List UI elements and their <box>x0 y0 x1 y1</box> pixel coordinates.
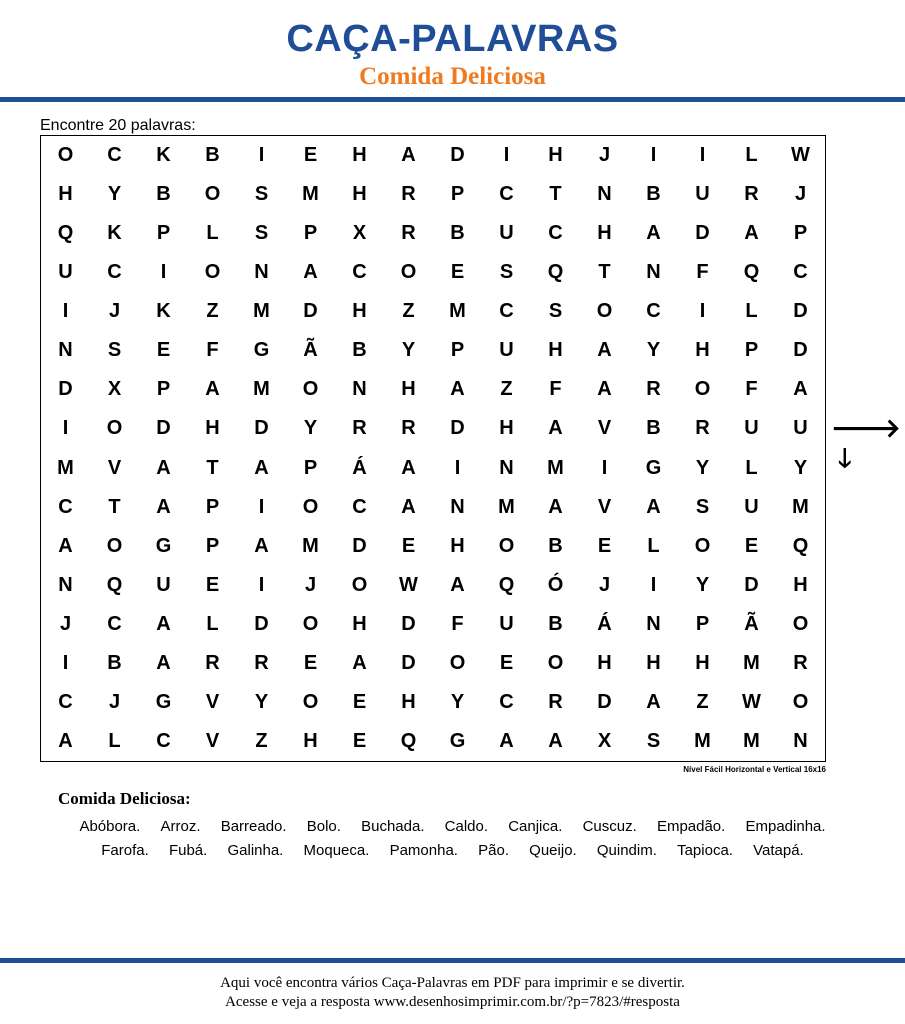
grid-letter: P <box>156 222 171 245</box>
word-list-item: Bolo. <box>306 818 341 835</box>
grid-letter: D <box>303 300 318 323</box>
grid-letter: B <box>548 534 563 557</box>
grid-letter: I <box>650 144 657 167</box>
grid-letter: V <box>597 495 612 518</box>
word-list-item: Abóbora. <box>79 818 141 835</box>
grid-letter: G <box>449 729 466 752</box>
grid-letter: U <box>156 573 171 596</box>
grid-letter: P <box>450 339 465 362</box>
grid-letter: R <box>744 183 759 206</box>
grid-letter: Á <box>597 612 612 635</box>
word-list-item: Empadão. <box>656 818 726 835</box>
grid-letter: R <box>401 222 416 245</box>
grid-letter: W <box>742 690 761 713</box>
grid-letter: A <box>450 573 465 596</box>
grid-letter: G <box>155 690 172 713</box>
grid-letter: C <box>352 495 367 518</box>
grid-letter: Q <box>57 222 74 245</box>
grid-letter: V <box>205 690 220 713</box>
grid-letter: O <box>694 534 711 557</box>
grid-letter: M <box>694 729 711 752</box>
grid-letter: Z <box>402 300 415 323</box>
grid-letter: A <box>58 534 73 557</box>
grid-letter: C <box>107 612 122 635</box>
grid-letter: O <box>57 144 74 167</box>
grid-letter: C <box>107 261 122 284</box>
grid-letter: H <box>548 144 563 167</box>
grid-letter: P <box>205 534 220 557</box>
grid-letter: T <box>108 495 121 518</box>
grid-letter: N <box>58 339 73 362</box>
grid-letter: D <box>744 573 759 596</box>
word-list-item: Canjica. <box>508 818 563 835</box>
word-list-item: Caldo. <box>444 818 489 835</box>
grid-letter: E <box>744 534 759 557</box>
grid-letter: O <box>204 183 221 206</box>
grid-letter: Z <box>255 729 268 752</box>
grid-letter: P <box>303 456 318 479</box>
grid-letter: M <box>547 456 564 479</box>
grid-letter: Q <box>547 261 564 284</box>
grid-letter: Y <box>695 456 710 479</box>
grid-letter: X <box>597 729 612 752</box>
grid-cells <box>41 136 825 761</box>
grid-letter: Z <box>206 300 219 323</box>
grid-letter: B <box>646 417 661 440</box>
grid-letter: A <box>646 690 661 713</box>
word-list-item: Cuscuz. <box>582 818 637 835</box>
grid-letter: X <box>352 222 367 245</box>
grid-letter: D <box>793 300 808 323</box>
word-list-item: Queijo. <box>529 842 577 859</box>
grid-letter: D <box>450 417 465 440</box>
grid-letter: B <box>156 183 171 206</box>
grid-letter: H <box>450 534 465 557</box>
grid-letter: O <box>302 612 319 635</box>
grid-letter: Y <box>254 690 269 713</box>
grid-letter: D <box>254 612 269 635</box>
grid-letter: O <box>204 261 221 284</box>
grid-letter: N <box>254 261 269 284</box>
grid-letter: B <box>107 651 122 674</box>
grid-letter: F <box>451 612 464 635</box>
grid-letter: Q <box>743 261 760 284</box>
page-subtitle: Comida Deliciosa <box>359 63 546 90</box>
grid-letter: O <box>596 300 613 323</box>
grid-letter: V <box>597 417 612 440</box>
grid-letter: D <box>352 534 367 557</box>
grid-letter: A <box>793 378 808 401</box>
grid-letter: R <box>793 651 808 674</box>
grid-letter: A <box>254 456 269 479</box>
word-list-item: Vatapá. <box>753 842 804 859</box>
grid-letter: Á <box>352 456 367 479</box>
grid-letter: F <box>696 261 709 284</box>
grid-letter: V <box>205 729 220 752</box>
grid-letter: M <box>302 183 319 206</box>
grid-letter: Q <box>106 573 123 596</box>
grid-letter: U <box>58 261 73 284</box>
grid-letter: W <box>399 573 418 596</box>
grid-letter: U <box>499 339 514 362</box>
grid-letter: Y <box>793 456 808 479</box>
grid-letter: H <box>352 183 367 206</box>
grid-letter: H <box>352 300 367 323</box>
grid-letter: R <box>352 417 367 440</box>
grid-letter: A <box>58 729 73 752</box>
grid-letter: H <box>646 651 661 674</box>
word-list-item: Fubá. <box>168 842 208 859</box>
word-list-title: Comida Deliciosa: <box>58 789 191 808</box>
grid-letter: U <box>499 612 514 635</box>
grid-letter: D <box>793 339 808 362</box>
grid-letter: A <box>744 222 759 245</box>
grid-letter: E <box>205 573 220 596</box>
grid-letter: K <box>156 144 171 167</box>
grid-letter: M <box>743 729 760 752</box>
grid-letter: H <box>352 612 367 635</box>
grid-letter: E <box>156 339 171 362</box>
grid-letter: C <box>499 300 514 323</box>
grid-letter: I <box>699 144 706 167</box>
grid-letter: D <box>401 651 416 674</box>
grid-letter: Y <box>695 573 710 596</box>
grid-letter: A <box>548 495 563 518</box>
grid-letter: Y <box>303 417 318 440</box>
grid-letter: J <box>108 300 121 323</box>
word-list-item: Galinha. <box>227 842 284 859</box>
grid-letter: P <box>156 378 171 401</box>
grid-letter: U <box>744 417 759 440</box>
word-list-item: Pamonha. <box>389 842 458 859</box>
grid-letter: D <box>401 612 416 635</box>
grid-letter: I <box>62 300 69 323</box>
grid-letter: B <box>205 144 220 167</box>
grid-letter: H <box>695 651 710 674</box>
grid-letter: L <box>745 456 758 479</box>
grid-letter: S <box>107 339 122 362</box>
grid-letter: H <box>597 222 612 245</box>
grid-letter: N <box>793 729 808 752</box>
grid-letter: Q <box>400 729 417 752</box>
grid-letter: Ó <box>547 573 564 596</box>
word-list-item: Tapioca. <box>677 842 733 859</box>
difficulty-label: Nível Fácil Horizontal e Vertical 16x16 <box>683 765 826 774</box>
grid-letter: J <box>108 690 121 713</box>
grid-letter: D <box>450 144 465 167</box>
grid-letter: L <box>206 612 219 635</box>
grid-letter: A <box>352 651 367 674</box>
grid-letter: E <box>352 729 367 752</box>
grid-letter: L <box>647 534 660 557</box>
grid-letter: N <box>499 456 514 479</box>
grid-letter: I <box>650 573 657 596</box>
grid-letter: F <box>745 378 758 401</box>
grid-letter: O <box>351 573 368 596</box>
grid-letter: A <box>205 378 220 401</box>
grid-letter: A <box>646 495 661 518</box>
grid-letter: S <box>254 183 269 206</box>
grid-letter: M <box>449 300 466 323</box>
grid-letter: N <box>597 183 612 206</box>
grid-letter: N <box>646 612 661 635</box>
grid-letter: H <box>695 339 710 362</box>
grid-letter: J <box>59 612 72 635</box>
page-title: CAÇA-PALAVRAS <box>286 18 619 60</box>
grid-letter: A <box>597 339 612 362</box>
grid-letter: A <box>401 144 416 167</box>
grid-letter: P <box>793 222 808 245</box>
grid-letter: M <box>57 456 74 479</box>
grid-letter: R <box>254 651 269 674</box>
grid-letter: O <box>449 651 466 674</box>
grid-letter: J <box>794 183 807 206</box>
grid-letter: I <box>503 144 510 167</box>
grid-letter: D <box>695 222 710 245</box>
grid-letter: K <box>156 300 171 323</box>
grid-letter: S <box>548 300 563 323</box>
grid-letter: L <box>745 300 758 323</box>
footer-line-2: Acesse e veja a resposta www.desenhosimprimir.com.br/?p=7823/#resposta <box>225 994 680 1010</box>
grid-letter: P <box>450 183 465 206</box>
grid-letter: M <box>792 495 809 518</box>
grid-letter: P <box>744 339 759 362</box>
grid-letter: I <box>160 261 167 284</box>
grid-letter: G <box>645 456 662 479</box>
grid-letter: O <box>792 612 809 635</box>
grid-letter: T <box>549 183 562 206</box>
grid-letter: P <box>303 222 318 245</box>
grid-letter: C <box>156 729 171 752</box>
grid-letter: C <box>352 261 367 284</box>
grid-letter: X <box>107 378 122 401</box>
grid-letter: T <box>206 456 219 479</box>
grid-letter: D <box>254 417 269 440</box>
grid-letter: E <box>450 261 465 284</box>
grid-letter: C <box>499 183 514 206</box>
word-list-item: Moqueca. <box>303 842 370 859</box>
word-list-item: Barreado. <box>220 818 287 835</box>
grid-letter: T <box>598 261 611 284</box>
grid-letter: A <box>156 456 171 479</box>
grid-letter: N <box>352 378 367 401</box>
grid-letter: R <box>205 651 220 674</box>
grid-letter: H <box>352 144 367 167</box>
grid-letter: C <box>58 495 73 518</box>
grid-letter: A <box>450 378 465 401</box>
grid-letter: E <box>597 534 612 557</box>
grid-letter: R <box>401 417 416 440</box>
grid-letter: A <box>156 612 171 635</box>
grid-letter: L <box>745 144 758 167</box>
grid-letter: F <box>206 339 219 362</box>
grid-letter: B <box>450 222 465 245</box>
top-divider <box>0 97 905 102</box>
grid-letter: G <box>253 339 270 362</box>
footer <box>0 974 905 1012</box>
word-list-item: Farofa. <box>101 842 149 859</box>
grid-letter: O <box>106 534 123 557</box>
grid-letter: G <box>155 534 172 557</box>
grid-letter: A <box>156 651 171 674</box>
grid-letter: O <box>400 261 417 284</box>
grid-letter: R <box>695 417 710 440</box>
grid-letter: A <box>597 378 612 401</box>
grid-letter: N <box>646 261 661 284</box>
grid-letter: A <box>646 222 661 245</box>
grid-letter: P <box>205 495 220 518</box>
word-list-item: Arroz. <box>160 818 201 835</box>
grid-letter: N <box>58 573 73 596</box>
grid-letter: C <box>58 690 73 713</box>
grid-letter: L <box>206 222 219 245</box>
grid-letter: H <box>205 417 220 440</box>
grid-letter: H <box>401 378 416 401</box>
grid-letter: U <box>695 183 710 206</box>
grid-letter: M <box>498 495 515 518</box>
grid-letter: E <box>499 651 514 674</box>
grid-letter: D <box>58 378 73 401</box>
grid-letter: L <box>108 729 121 752</box>
grid-letter: S <box>499 261 514 284</box>
grid-letter: D <box>597 690 612 713</box>
grid-letter: U <box>793 417 808 440</box>
grid-letter: A <box>156 495 171 518</box>
grid-letter: Q <box>792 534 809 557</box>
word-list-item: Pão. <box>478 842 509 859</box>
grid-letter: O <box>547 651 564 674</box>
grid-letter: O <box>694 378 711 401</box>
grid-letter: F <box>549 378 562 401</box>
grid-letter: C <box>499 690 514 713</box>
grid-letter: C <box>548 222 563 245</box>
grid-letter: Ã <box>303 339 318 362</box>
grid-letter: E <box>352 690 367 713</box>
grid-letter: I <box>454 456 461 479</box>
grid-letter: J <box>304 573 317 596</box>
grid-letter: W <box>791 144 810 167</box>
arrow-right-icon: 🡒 <box>831 414 901 444</box>
grid-letter: O <box>106 417 123 440</box>
grid-letter: S <box>646 729 661 752</box>
grid-letter: Z <box>500 378 513 401</box>
grid-letter: O <box>498 534 515 557</box>
grid-letter: H <box>303 729 318 752</box>
word-list <box>60 815 845 863</box>
grid-letter: N <box>450 495 465 518</box>
grid-letter: K <box>107 222 122 245</box>
arrow-down-icon: 🡓 <box>838 444 852 474</box>
grid-letter: I <box>258 144 265 167</box>
grid-letter: R <box>401 183 416 206</box>
grid-letter: E <box>303 144 318 167</box>
grid-letter: E <box>303 651 318 674</box>
grid-letter: S <box>695 495 710 518</box>
grid-letter: J <box>598 144 611 167</box>
grid-letter: S <box>254 222 269 245</box>
grid-letter: A <box>548 417 563 440</box>
grid-letter: C <box>793 261 808 284</box>
grid-letter: I <box>699 300 706 323</box>
grid-letter: R <box>548 690 563 713</box>
word-list-item: Empadinha. <box>745 818 826 835</box>
grid-letter: B <box>352 339 367 362</box>
grid-letter: I <box>258 573 265 596</box>
grid-letter: P <box>695 612 710 635</box>
grid-letter: Z <box>696 690 709 713</box>
grid-letter: I <box>62 651 69 674</box>
grid-letter: Q <box>498 573 515 596</box>
grid-letter: A <box>401 456 416 479</box>
grid-letter: M <box>253 300 270 323</box>
grid-letter: R <box>646 378 661 401</box>
grid-letter: Ã <box>744 612 759 635</box>
grid-letter: M <box>743 651 760 674</box>
grid-letter: A <box>401 495 416 518</box>
grid-letter: Y <box>450 690 465 713</box>
grid-letter: H <box>401 690 416 713</box>
grid-letter: H <box>58 183 73 206</box>
grid-letter: V <box>107 456 122 479</box>
grid-letter: U <box>499 222 514 245</box>
instruction-text: Encontre 20 palavras: <box>40 117 196 134</box>
grid-letter: H <box>548 339 563 362</box>
grid-letter: H <box>597 651 612 674</box>
grid-letter: Y <box>401 339 416 362</box>
grid-letter: B <box>548 612 563 635</box>
footer-line-1: Aqui você encontra vários Caça-Palavras em PDF para imprimir e se divertir. <box>220 975 685 991</box>
grid-letter: A <box>499 729 514 752</box>
grid-letter: A <box>254 534 269 557</box>
grid-letter: O <box>302 690 319 713</box>
word-search-grid <box>40 135 826 762</box>
word-list-item: Quindim. <box>596 842 657 859</box>
grid-letter: D <box>156 417 171 440</box>
word-list-item: Buchada. <box>361 818 425 835</box>
grid-letter: B <box>646 183 661 206</box>
grid-letter: C <box>107 144 122 167</box>
grid-letter: Y <box>646 339 661 362</box>
grid-letter: I <box>601 456 608 479</box>
grid-letter: E <box>401 534 416 557</box>
grid-letter: M <box>253 378 270 401</box>
grid-letter: H <box>499 417 514 440</box>
grid-letter: O <box>302 495 319 518</box>
grid-letter: I <box>258 495 265 518</box>
grid-letter: C <box>646 300 661 323</box>
grid-letter: H <box>793 573 808 596</box>
grid-letter: I <box>62 417 69 440</box>
grid-letter: J <box>598 573 611 596</box>
bottom-divider <box>0 958 905 963</box>
grid-letter: A <box>548 729 563 752</box>
grid-letter: Y <box>107 183 122 206</box>
grid-letter: O <box>792 690 809 713</box>
grid-letter: M <box>302 534 319 557</box>
grid-letter: O <box>302 378 319 401</box>
grid-letter: U <box>744 495 759 518</box>
grid-letter: A <box>303 261 318 284</box>
